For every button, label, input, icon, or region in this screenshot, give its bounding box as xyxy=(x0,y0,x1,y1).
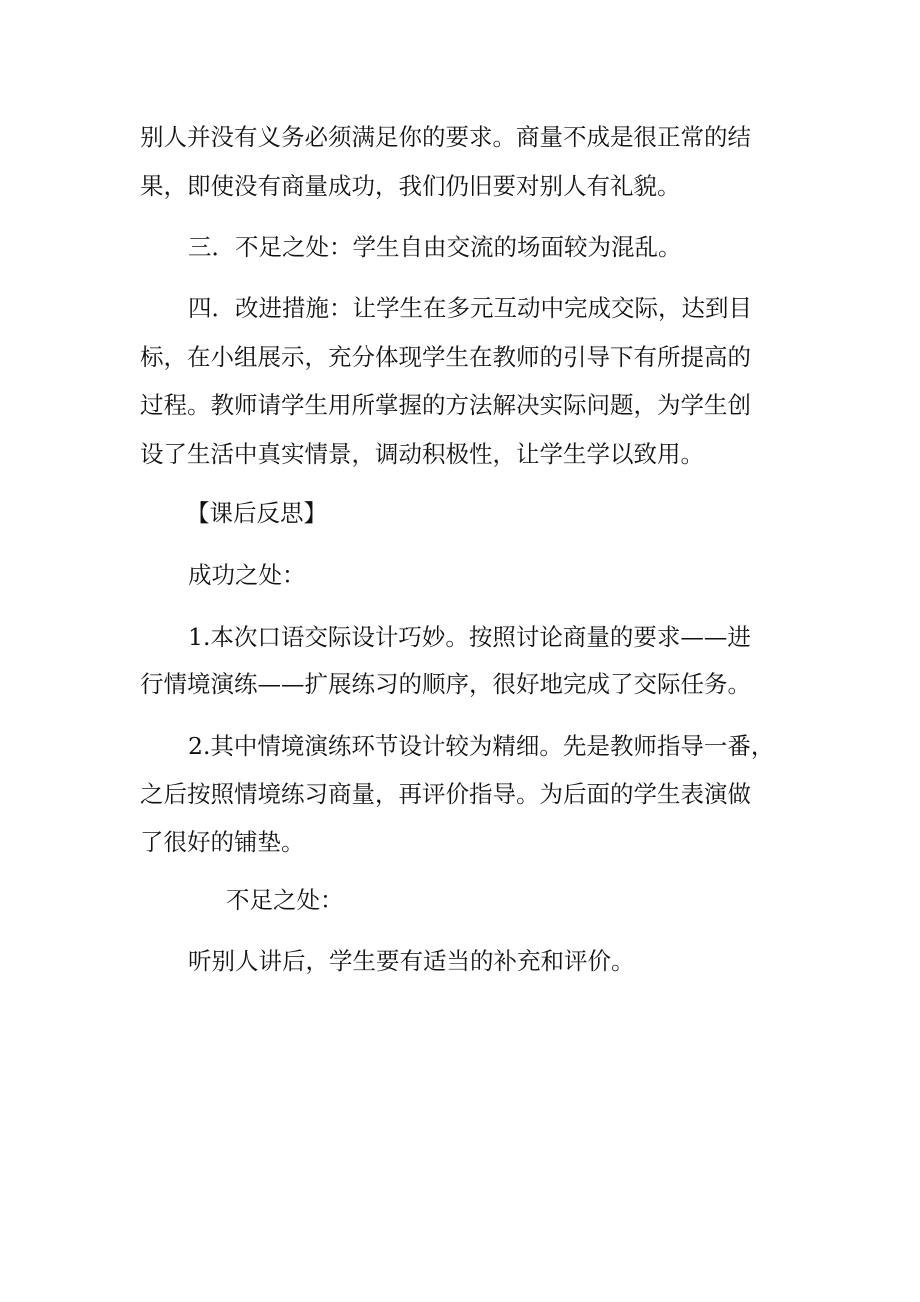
text-line: 听别人讲后，学生要有适当的补充和评价。 xyxy=(188,947,635,975)
text-line: 别人并没有义务必须满足你的要求。商量不成是很正常的结 xyxy=(140,123,751,151)
text-line: 2.其中情境演练环节设计较为精细。先是教师指导一番， xyxy=(188,732,775,760)
text-line: 果，即使没有商量成功，我们仍旧要对别人有礼貌。 xyxy=(140,172,681,200)
text-line: 1.本次口语交际设计巧妙。按照讨论商量的要求——进 xyxy=(188,623,751,651)
section-heading: 【课后反思】 xyxy=(186,499,327,527)
text-line: 标，在小组展示，充分体现学生在教师的引导下有所提高的 xyxy=(140,343,751,371)
text-line: 设了生活中真实情景，调动积极性，让学生学以致用。 xyxy=(140,440,704,468)
text-line: 四．改进措施：让学生在多元互动中完成交际，达到目 xyxy=(188,294,752,322)
text-line: 过程。教师请学生用所掌握的方法解决实际问题，为学生创 xyxy=(140,391,751,419)
text-line: 三．不足之处：学生自由交流的场面较为混乱。 xyxy=(188,233,682,261)
subheading-success: 成功之处： xyxy=(188,561,306,589)
subheading-shortcoming: 不足之处： xyxy=(226,886,344,914)
text-line: 行情境演练——扩展练习的顺序，很好地完成了交际任务。 xyxy=(140,670,751,698)
text-line: 了很好的铺垫。 xyxy=(140,828,305,856)
text-line: 之后按照情境练习商量，再评价指导。为后面的学生表演做 xyxy=(140,780,751,808)
